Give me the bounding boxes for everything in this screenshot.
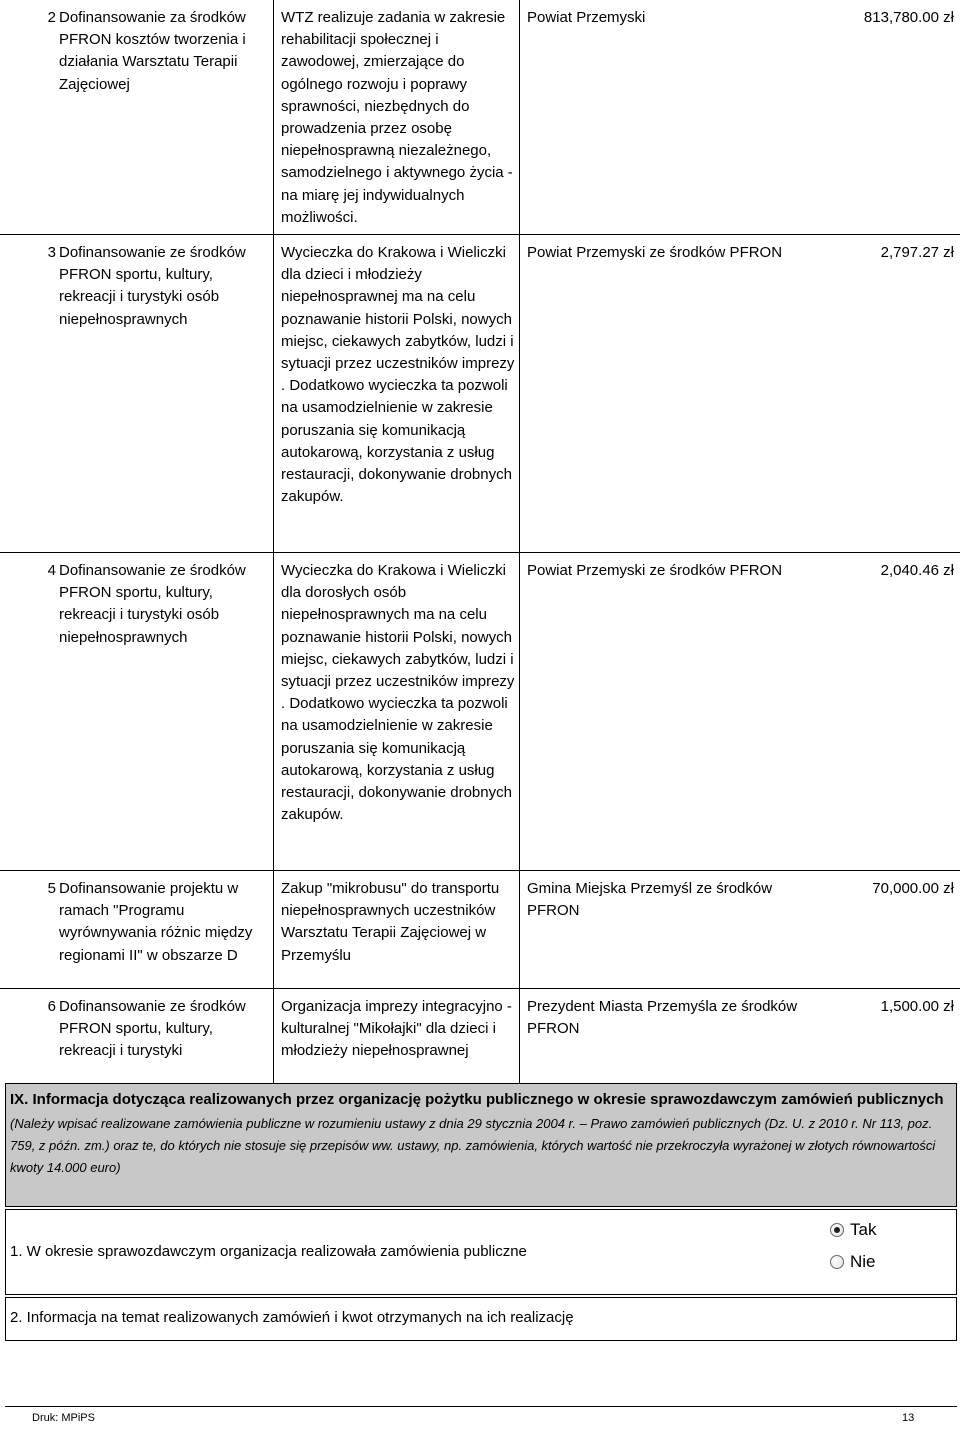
page-number: 13 [902,1412,915,1424]
task-description: Wycieczka do Krakowa i Wieliczki dla dorosłych osób niepełnosprawnych ma na celu poznawanie historii Polski, nowych miejsc, ciekawych zabytków, ludzi i sytuacji przez uczestników imprezy . Dodatkowo wycieczka ta pozwoli na usamodzielnienie w zakresie poruszania się komunikacją autokarową, korzystania z usług restauracji, dokonywanie drobnych zakupów. [281,562,515,824]
procurement-radio-group [830,1214,950,1278]
radio-unchecked-icon[interactable] [830,1255,844,1269]
table-row [0,553,960,871]
footer-divider [5,1406,957,1407]
row-number: 6 [47,998,56,1015]
amount: 1,500.00 zł [880,998,954,1015]
task-description: Organizacja imprezy integracyjno - kulturalnej "Mikołajki" dla dzieci i młodzieży niepełnosprawnej [281,998,512,1060]
question-procurement-info [5,1297,957,1341]
radio-checked-icon[interactable] [830,1223,844,1237]
section-ix-note: (Należy wpisać realizowane zamówienia publiczne w rozumieniu ustawy z dnia 29 stycznia 2004 r. – Prawo zamówień publicznych (Dz. U. z 2010 r. Nr 113, poz. 759, z późn. zm.) oraz te, do których nie stosuje się przepisów ww. ustawy, np. zamówienia, których wartość nie przekroczyła wyrażonej w złotych równowartości kwoty 14.000 euro) [10,1116,936,1175]
funding-source: Prezydent Miasta Przemyśla ze środków PFRON [527,998,798,1038]
task-name: Dofinansowanie projektu w ramach "Programu wyrównywania różnic między regionami II" w obszarze D [59,880,253,964]
task-description: Wycieczka do Krakowa i Wieliczki dla dzieci i młodzieży niepełnosprawnej ma na celu poznawanie historii Polski, nowych miejsc, ciekawych zabytków, ludzi i sytuacji przez uczestników imprezy . Dodatkowo wycieczka ta pozwoli na usamodzielnienie w zakresie poruszania się komunikacją autokarową, korzystania z usług restauracji, dokonywanie drobnych zakupów. [281,244,515,506]
amount: 2,797.27 zł [880,244,954,261]
radio-label-yes: Tak [850,1220,877,1239]
radio-label-no: Nie [850,1252,876,1271]
question-2-label: 2. Informacja na temat realizowanych zamówień i kwot otrzymanych na ich realizację [10,1309,574,1326]
table-row [0,989,960,1083]
question-public-procurement [5,1209,957,1295]
funding-source: Powiat Przemyski [527,9,646,26]
task-description: WTZ realizuje zadania w zakresie rehabilitacji społecznej i zawodowej, zmierzające do ogólnego rozwoju i poprawy sprawności, niezbędnych do prowadzenia przez osobę niepełnosprawną niezależnego, samodzielnego i aktywnego życia - na miarę jej indywidualnych możliwości. [281,9,513,226]
table-row [0,235,960,553]
task-name: Dofinansowanie ze środków PFRON sportu, kultury, rekreacji i turystyki osób niepełnosprawnych [59,244,246,328]
section-ix-title: IX. Informacja dotycząca realizowanych przez organizację pożytku publicznego w okresie sprawozdawczym zamówień publicznych [10,1091,944,1108]
task-name: Dofinansowanie ze środków PFRON sportu, kultury, rekreacji i turystyki osób niepełnosprawnych [59,562,246,646]
column-divider [519,0,520,1083]
amount: 2,040.46 zł [880,562,954,579]
table-row [0,0,960,235]
radio-option-no[interactable] [830,1246,950,1278]
amount: 70,000.00 zł [872,880,954,897]
funding-source: Gmina Miejska Przemyśl ze środków PFRON [527,880,773,920]
task-name: Dofinansowanie za środków PFRON kosztów tworzenia i działania Warsztatu Terapii Zajęciowej [59,9,246,93]
row-number: 5 [47,880,56,897]
section-ix-header [5,1083,957,1207]
print-label: Druk: MPiPS [32,1412,95,1424]
amount: 813,780.00 zł [863,9,954,26]
row-number: 3 [47,244,56,261]
column-divider [273,0,274,1083]
task-name: Dofinansowanie ze środków PFRON sportu, kultury, rekreacji i turystyki [59,998,246,1060]
funding-source: Powiat Przemyski ze środków PFRON [527,562,783,579]
funding-source: Powiat Przemyski ze środków PFRON [527,244,783,261]
question-1-label: 1. W okresie sprawozdawczym organizacja realizowała zamówienia publiczne [10,1243,527,1260]
row-number: 2 [47,9,56,26]
radio-option-yes[interactable] [830,1214,950,1246]
task-description: Zakup "mikrobusu" do transportu niepełnosprawnych uczestników Warsztatu Terapii Zajęciowej w Przemyślu [281,880,500,964]
table-row [0,871,960,989]
row-number: 4 [47,562,56,579]
